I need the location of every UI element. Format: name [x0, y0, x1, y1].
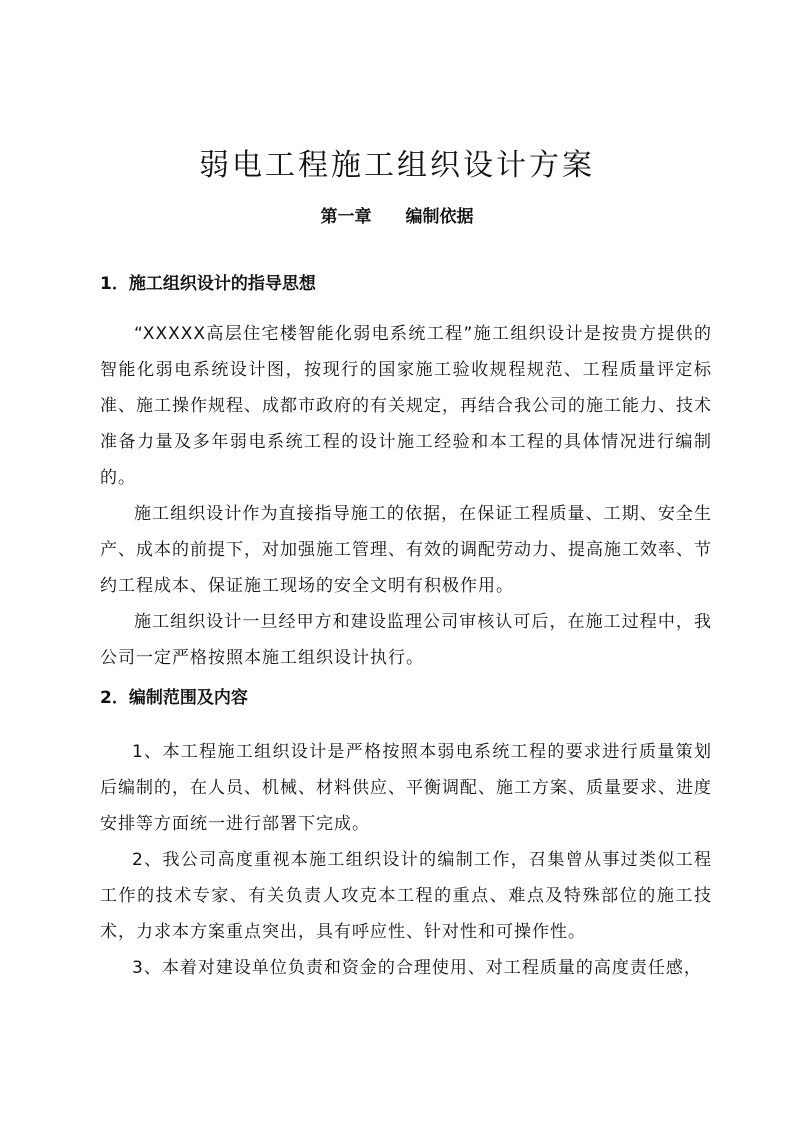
paragraph: 施工组织设计一旦经甲方和建设监理公司审核认可后，在施工过程中，我公司一定严格按照本施工组织设计执行。	[100, 612, 712, 668]
chapter-number: 第一章	[320, 207, 372, 227]
chapter-name: 编制依据	[405, 207, 474, 227]
section-heading-2: 2．编制范围及内容	[100, 688, 248, 708]
section-heading-1: 1．施工组织设计的指导思想	[100, 274, 316, 294]
paragraph: “XXXXX高层住宅楼智能化弱电系统工程”施工组织设计是按贵方提供的智能化弱电系统设计图，按现行的国家施工验收规程规范、工程质量评定标准、施工操作规程、成都市政府的有关规定，再结合我公司的施工能力、技术准备力量及多年弱电系统工程的设计施工经验和本工程的具体情况进行编制的。	[100, 324, 712, 488]
paragraph: 3、本着对建设单位负责和资金的合理使用、对工程质量的高度责任感，	[132, 958, 702, 978]
paragraph: 2、我公司高度重视本施工组织设计的编制工作，召集曾从事过类似工程工作的技术专家、有关负责人攻克本工程的重点、难点及特殊部位的施工技术，力求本方案重点突出，具有呼应性、针对性和可操作性。	[100, 850, 712, 942]
document-title: 弱电工程施工组织设计方案	[199, 148, 595, 183]
paragraph: 1、本工程施工组织设计是严格按照本弱电系统工程的要求进行质量策划后编制的，在人员、机械、材料供应、平衡调配、施工方案、质量要求、进度安排等方面统一进行部署下完成。	[100, 742, 712, 834]
chapter-heading	[0, 205, 794, 229]
paragraph: 施工组织设计作为直接指导施工的依据，在保证工程质量、工期、安全生产、成本的前提下，对加强施工管理、有效的调配劳动力、提高施工效率、节约工程成本、保证施工现场的安全文明有积极作用。	[100, 504, 712, 596]
